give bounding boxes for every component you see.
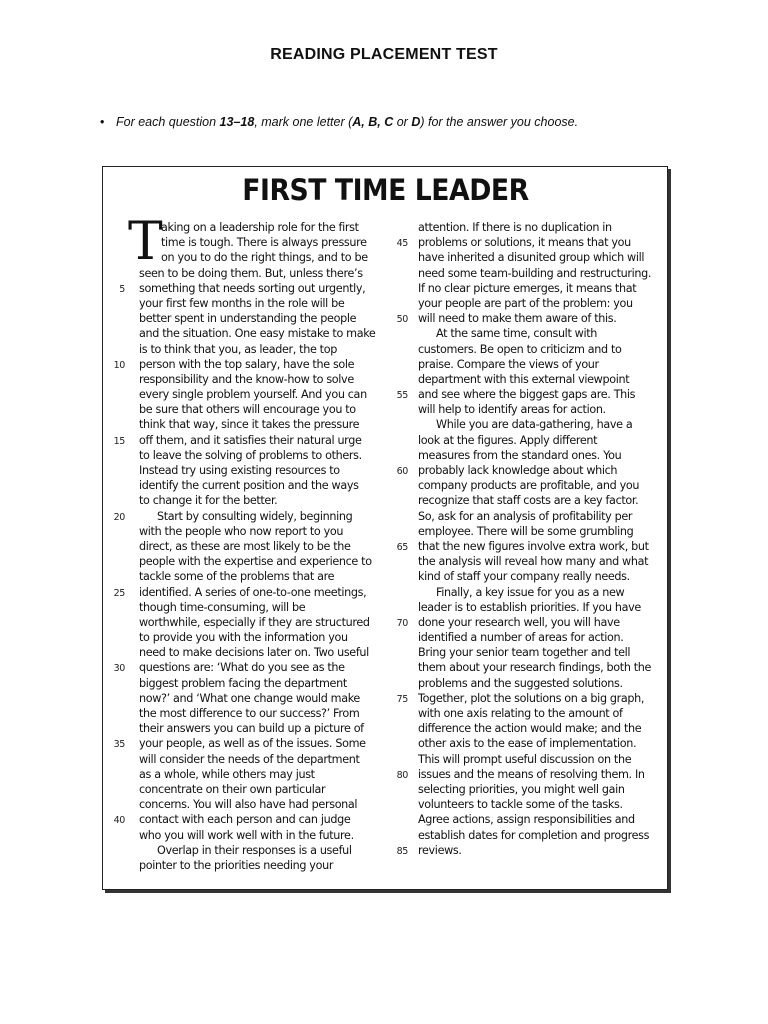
text-line: [113, 433, 389, 448]
text-line: [418, 402, 666, 417]
line-text: them about your research findings, both the: [418, 661, 652, 675]
text-line: [418, 342, 666, 357]
line-text: though time-consuming, will be: [139, 600, 306, 614]
text-line: [139, 478, 389, 493]
text-line: [139, 402, 389, 417]
article-title: FIRST TIME LEADER: [242, 173, 529, 207]
text-line: [139, 858, 389, 873]
instruction-text-before: For each question: [116, 115, 220, 129]
line-text: people with the expertise and experience to: [139, 555, 372, 569]
line-number: 15: [113, 435, 125, 447]
text-line: [113, 509, 389, 524]
line-text: off them, and it satisfies their natural urge: [139, 433, 362, 447]
line-text: who you will work well with in the future.: [139, 828, 354, 842]
line-text: leader is to establish priorities. If you have: [418, 600, 641, 614]
line-text: At the same time, consult with: [436, 327, 598, 341]
text-line: [396, 539, 666, 554]
page-title: READING PLACEMENT TEST: [270, 46, 498, 63]
line-text: praise. Compare the views of your: [418, 357, 599, 371]
line-text: seen to be doing them. But, unless there’s: [139, 266, 363, 280]
text-line: [418, 554, 666, 569]
question-range: 13–18: [219, 115, 255, 129]
line-number: 65: [396, 541, 408, 553]
line-text: need some team-building and restructuring.: [418, 266, 652, 280]
line-text: will consider the needs of the department: [139, 752, 360, 766]
text-line: [418, 478, 666, 493]
text-line: [418, 676, 666, 691]
line-text: attention. If there is no duplication in: [418, 221, 612, 234]
text-line: [139, 326, 389, 341]
instruction-line: [100, 115, 578, 129]
line-text: something that needs sorting out urgently,: [139, 281, 366, 295]
line-text: issues and the means of resolving them. In: [418, 767, 645, 781]
line-text: as a whole, while others may just: [139, 767, 315, 781]
text-line: [113, 357, 389, 372]
line-text: pointer to the priorities needing your: [139, 858, 334, 872]
text-line: [418, 600, 666, 615]
line-text: other axis to the ease of implementation.: [418, 737, 637, 751]
line-text: will need to make them aware of this.: [418, 312, 617, 326]
answer-letters: A, B, C: [352, 115, 394, 129]
line-text: time is tough. There is always pressure: [161, 236, 367, 250]
line-text: think that way, since it takes the pressure: [139, 418, 360, 432]
line-number: 55: [396, 390, 408, 402]
line-text: establish dates for completion and progress: [418, 828, 650, 842]
line-text: your first few months in the role will be: [139, 296, 345, 310]
line-text: to change it for the better.: [139, 494, 278, 508]
text-line: [418, 585, 666, 600]
text-line: [418, 828, 666, 843]
text-line: [139, 600, 389, 615]
text-line: [396, 311, 666, 326]
line-text: is to think that you, as leader, the top: [139, 342, 337, 356]
text-line: [139, 706, 389, 721]
text-line: [396, 843, 666, 858]
line-text: Bring your senior team together and tell: [418, 646, 631, 660]
text-line: [113, 585, 389, 600]
text-line: [139, 387, 389, 402]
text-line: [113, 736, 389, 751]
text-line: [139, 691, 389, 706]
line-text: employee. There will be some grumbling: [418, 524, 634, 538]
line-number: 80: [396, 769, 408, 781]
line-text: So, ask for an analysis of profitability per: [418, 509, 633, 523]
line-text: direct, as these are most likely to be the: [139, 539, 351, 553]
line-text: probably lack knowledge about which: [418, 464, 618, 477]
line-text: measures from the standard ones. You: [418, 448, 622, 462]
text-line: [418, 812, 666, 827]
text-line: [139, 372, 389, 387]
text-line: [418, 706, 666, 721]
line-number: 5: [119, 283, 125, 295]
line-number: 25: [113, 587, 125, 599]
text-line: [139, 493, 389, 508]
line-text: kind of staff your company really needs.: [418, 570, 630, 584]
line-text: If no clear picture emerges, it means that: [418, 281, 637, 295]
text-line: [139, 767, 389, 782]
text-line: [396, 463, 666, 478]
line-text: with the people who now report to you: [139, 524, 344, 538]
text-line: [139, 220, 389, 235]
line-text: This will prompt useful discussion on the: [418, 752, 632, 766]
text-line: [139, 676, 389, 691]
line-text: now?’ and ‘What one change would make: [139, 691, 360, 705]
line-text: department with this external viewpoint: [418, 372, 630, 386]
line-number: 85: [396, 845, 408, 857]
text-line: [139, 828, 389, 843]
line-text: and the situation. One easy mistake to make: [139, 327, 376, 341]
line-text: While you are data-gathering, have a: [436, 418, 633, 432]
line-text: identified a number of areas for action.: [418, 631, 624, 645]
line-number: 35: [113, 739, 125, 751]
text-line: [139, 463, 389, 478]
line-text: the most difference to our success?’ From: [139, 707, 360, 720]
text-line: [139, 539, 389, 554]
line-text: the analysis will reveal how many and what: [418, 555, 649, 569]
text-line: [418, 372, 666, 387]
instruction-text-after: ) for the answer you choose.: [420, 115, 579, 129]
line-text: their answers you can build up a picture of: [139, 722, 364, 736]
line-number: 45: [396, 238, 408, 250]
line-text: reviews.: [418, 843, 462, 857]
text-line: [139, 569, 389, 584]
line-text: person with the top salary, have the sole: [139, 357, 355, 371]
line-text: to provide you with the information you: [139, 631, 348, 645]
text-line: [139, 250, 389, 265]
text-line: [418, 493, 666, 508]
line-text: need to make decisions later on. Two useful: [139, 646, 369, 660]
line-text: tackle some of the problems that are: [139, 570, 335, 584]
text-line: [113, 812, 389, 827]
drop-cap: T: [128, 212, 163, 272]
line-text: company products are profitable, and you: [418, 479, 640, 493]
text-line: [139, 311, 389, 326]
line-text: Finally, a key issue for you as a new: [436, 585, 625, 599]
line-text: that the new figures involve extra work, but: [418, 539, 649, 553]
text-line: [418, 645, 666, 660]
text-line: [418, 220, 666, 235]
line-text: volunteers to tackle some of the tasks.: [418, 798, 623, 812]
line-text: biggest problem facing the department: [139, 676, 347, 690]
line-text: every single problem yourself. And you can: [139, 388, 367, 402]
line-text: Overlap in their responses is a useful: [157, 843, 352, 857]
line-text: better spent in understanding the people: [139, 312, 357, 326]
line-text: identify the current position and the ways: [139, 479, 359, 493]
text-line: [418, 569, 666, 584]
text-line: [418, 721, 666, 736]
text-line: [418, 296, 666, 311]
line-number: 20: [113, 511, 125, 523]
text-line: [139, 721, 389, 736]
text-line: [418, 281, 666, 296]
line-text: have inherited a disunited group which will: [418, 251, 645, 265]
line-text: difference the action would make; and the: [418, 722, 642, 736]
text-line: [418, 357, 666, 372]
text-line: [139, 524, 389, 539]
text-line: [139, 554, 389, 569]
line-text: with one axis relating to the amount of: [418, 707, 623, 720]
line-text: look at the figures. Apply different: [418, 433, 598, 447]
line-text: aking on a leadership role for the first: [161, 221, 359, 234]
text-line: [396, 615, 666, 630]
line-number: 70: [396, 617, 408, 629]
text-line: [139, 843, 389, 858]
text-line: [418, 326, 666, 341]
text-line: [418, 524, 666, 539]
line-number: 40: [113, 815, 125, 827]
article-column-left: [113, 220, 389, 873]
line-text: concerns. You will also have had personal: [139, 798, 358, 812]
text-line: [139, 630, 389, 645]
line-text: your people, as well as of the issues. Some: [139, 737, 366, 751]
text-line: [139, 342, 389, 357]
line-text: and see where the biggest gaps are. This: [418, 388, 636, 402]
line-text: responsibility and the know-how to solve: [139, 372, 354, 386]
text-line: [396, 235, 666, 250]
line-text: to leave the solving of problems to others.: [139, 448, 362, 462]
line-text: worthwhile, especially if they are structured: [139, 615, 370, 629]
text-line: [139, 417, 389, 432]
text-line: [418, 433, 666, 448]
text-line: [418, 782, 666, 797]
line-text: problems and the suggested solutions.: [418, 676, 623, 690]
instruction-text-middle: , mark one letter (: [254, 115, 353, 129]
line-text: Agree actions, assign responsibilities and: [418, 813, 635, 827]
line-text: identified. A series of one-to-one meetings,: [139, 585, 367, 599]
text-line: [396, 387, 666, 402]
bullet-icon: •: [100, 115, 105, 129]
line-text: customers. Be open to criticizm and to: [418, 342, 622, 356]
line-number: 75: [396, 693, 408, 705]
line-text: concentrate on their own particular: [139, 782, 326, 796]
text-line: [113, 660, 389, 675]
text-line: [418, 752, 666, 767]
text-line: [139, 448, 389, 463]
text-line: [418, 417, 666, 432]
line-number: 30: [113, 663, 125, 675]
text-line: [139, 296, 389, 311]
text-line: [139, 752, 389, 767]
text-line: [139, 615, 389, 630]
line-text: contact with each person and can judge: [139, 813, 351, 827]
text-line: [418, 509, 666, 524]
line-text: your people are part of the problem: you: [418, 296, 633, 310]
line-text: selecting priorities, you might well gain: [418, 782, 625, 796]
line-text: done your research well, you will have: [418, 615, 620, 629]
text-line: [418, 448, 666, 463]
answer-letter-d: D: [411, 115, 421, 129]
line-number: 60: [396, 466, 408, 477]
line-text: problems or solutions, it means that you: [418, 236, 631, 250]
line-text: on you to do the right things, and to be: [161, 251, 368, 265]
text-line: [418, 266, 666, 281]
line-text: Start by consulting widely, beginning: [157, 509, 353, 523]
article-column-right: [396, 220, 666, 858]
text-line: [418, 736, 666, 751]
text-line: [418, 630, 666, 645]
line-text: recognize that staff costs are a key factor.: [418, 494, 639, 508]
text-line: [418, 660, 666, 675]
line-number: 10: [113, 359, 125, 371]
line-text: questions are: ‘What do you see as the: [139, 661, 345, 675]
line-text: will help to identify areas for action.: [418, 403, 606, 417]
instruction-or: or: [393, 115, 412, 129]
text-line: [119, 281, 389, 296]
text-line: [139, 266, 389, 281]
line-text: be sure that others will encourage you to: [139, 403, 356, 417]
text-line: [139, 797, 389, 812]
text-line: [139, 235, 389, 250]
text-line: [396, 691, 666, 706]
line-number: 50: [396, 314, 408, 326]
line-text: Together, plot the solutions on a big graph,: [418, 691, 645, 705]
text-line: [139, 645, 389, 660]
line-text: Instead try using existing resources to: [139, 464, 340, 477]
text-line: [418, 250, 666, 265]
text-line: [418, 797, 666, 812]
text-line: [396, 767, 666, 782]
text-line: [139, 782, 389, 797]
